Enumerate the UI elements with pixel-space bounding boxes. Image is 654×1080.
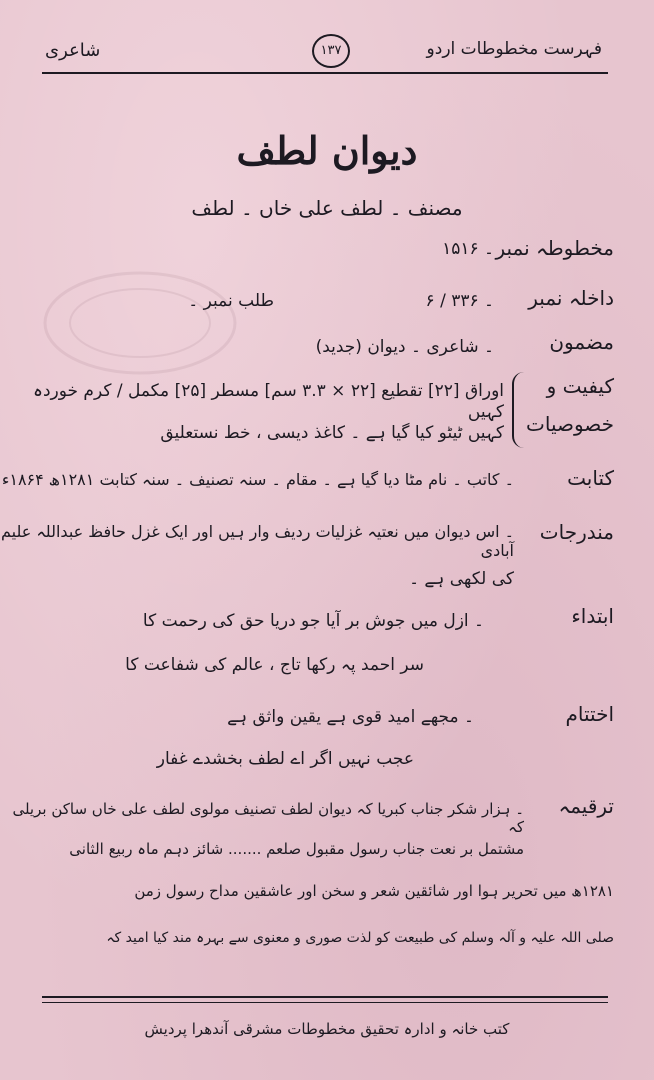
call-no-label: طلب نمبر ۔ [188, 291, 274, 311]
author-line: مصنف ۔ لطف علی خاں ۔ لطف [191, 196, 463, 220]
header-catalog-title: فہرست مخطوطات اردو [426, 39, 602, 59]
condition-line-1: اوراق [۲۲] تقطیع [۲۲ × ۳.۳ سم] مسطر [۲۵] مکمل / کرم خوردہ کہیں [33, 381, 504, 422]
manuscript-no-value: ۔ ۱۵۱۶ [442, 239, 494, 259]
beginning-label: ابتداء [571, 604, 614, 628]
colophon-line-3: ۱۲۸۱ھ میں تحریر ہوا اور شائقین شعر و سخن اور عاشقین مداح رسول زمن [134, 882, 614, 900]
ending-line-1: ۔ مجھے امید قوی ہے یقین واثق ہے [227, 707, 474, 727]
condition-line-2: کہیں ٹیٹو کیا گیا ہے ۔ کاغذ دیسی ، خط نستعلیق [160, 423, 504, 443]
beginning-line-2: سر احمد پہ رکھا تاج ، عالم کی شفاعت کا [125, 655, 424, 675]
condition-brace [512, 372, 530, 448]
colophon-line-2: مشتمل بر نعت جناب رسول مقبول صلعم ....... شائز دہم ماہ ربیع الثانی [69, 840, 524, 858]
footer-rule-top [42, 996, 608, 998]
footer-rule-bottom [42, 1002, 608, 1003]
beginning-line-1: ۔ ازل میں جوش بر آیا جو دریا حق کی رحمت کا [142, 611, 484, 631]
header-rule [42, 72, 608, 74]
colophon-label: ترقیمہ [558, 794, 614, 818]
page-number: ۱۳۷ [312, 34, 350, 68]
scribe-label: کتابت [567, 466, 614, 490]
subject-label: مضمون [549, 330, 614, 354]
entry-no-value: ۔ ۳۳۶ / ۶ [425, 291, 494, 311]
contents-line-2: کی لکھی ہے ۔ [409, 569, 514, 589]
colophon-line-1: ۔ ہزار شکر جناب کبریا کہ دیوان لطف تصنیف مولوی لطف علی خاں ساکن بریلی کہ [12, 800, 524, 836]
header-section-title: شاعری [45, 40, 101, 61]
subject-value: ۔ شاعری ۔ دیوان (جدید) [315, 337, 494, 357]
contents-line-1: ۔ اس دیوان میں نعتیہ غزلیات ردیف وار ہیں اور ایک غزل حافظ عبداللہ علیم آبادی [1, 522, 514, 560]
scribe-value: ۔ کاتب ۔ نام مٹا دیا گیا ہے ۔ مقام ۔ سنہ تصنیف ۔ سنہ کتابت ۱۲۸۱ھ ۱۸۶۴ء [1, 470, 514, 489]
ending-line-2: عجب نہیں اگر اے لطف بخشدے غفار [156, 749, 414, 769]
condition-label-2: خصوصیات [526, 412, 614, 436]
condition-label-1: کیفیت و [546, 374, 614, 398]
faded-stamp-watermark [40, 268, 240, 378]
colophon-line-4: صلی اللہ علیہ و آلہ وسلم کی طبیعت کو لذت صوری و معنوی سے بہرہ مند کیا امید کہ [106, 930, 614, 946]
document-title: دیوان لطف [236, 128, 418, 173]
manuscript-no-label: مخطوطہ نمبر [495, 236, 614, 260]
contents-label: مندرجات [539, 520, 614, 544]
entry-no-label: داخلہ نمبر [528, 286, 614, 310]
footer-library-name: کتب خانہ و ادارہ تحقیق مخطوطات مشرقی آندھرا پردیش [144, 1020, 510, 1038]
ending-label: اختتام [565, 702, 614, 726]
